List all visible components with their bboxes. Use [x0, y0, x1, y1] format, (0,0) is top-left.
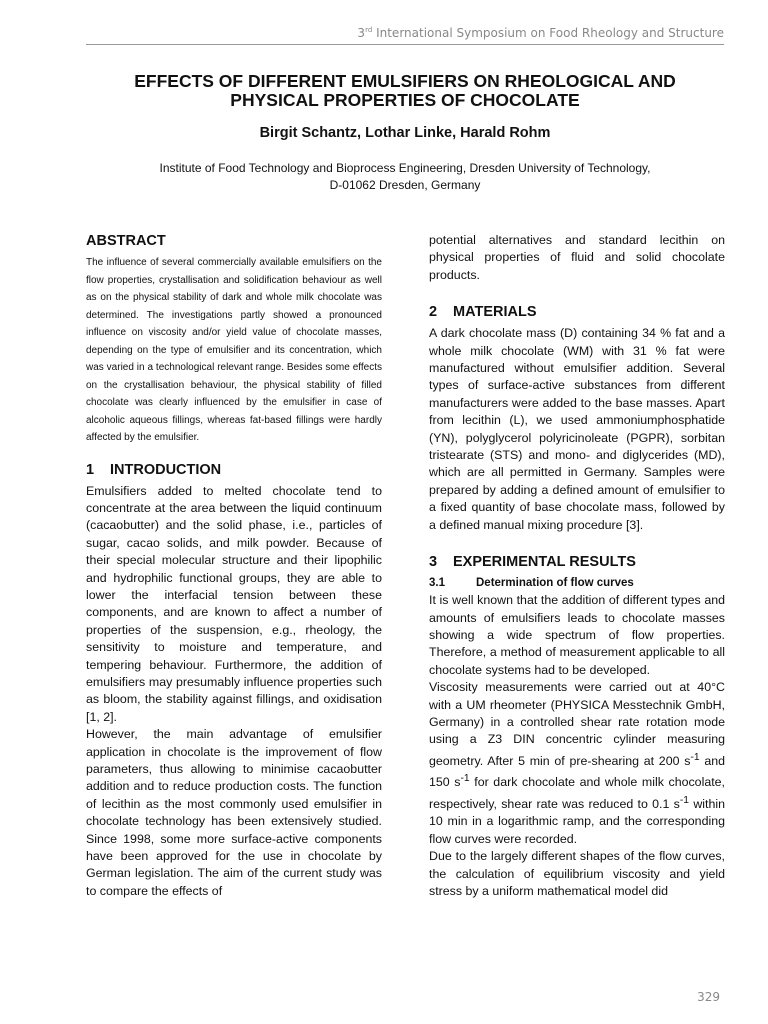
affiliation — [86, 160, 724, 194]
page-number: 329 — [697, 990, 720, 1004]
results-heading — [429, 553, 725, 571]
affiliation-line-1: Institute of Food Technology and Bioprocess Engineering, Dresden University of Technology, — [159, 161, 651, 175]
results-p2-part-b: and 150 s — [429, 753, 725, 790]
results-p2-sup-2: -1 — [460, 773, 470, 785]
introduction-title: INTRODUCTION — [110, 461, 222, 478]
introduction-continued: potential alternatives and standard lecithin on physical properties of fluid and solid chocolate products. — [429, 233, 725, 282]
materials-text: A dark chocolate mass (D) containing 34 % fat and a whole milk chocolate (WM) with 31 % fat were manufactured without emulsifier addition. Several types of surface-active substances from different manufacturers were added to the base masses. Apart from lecithin (L), we used ammoniumphosphatide (YN), polyglycerol polyricinoleate (PGPR), sorbitan tristearate (STS) and mono- and diglycerides (MD), which are all permitted in Germany. Samples were prepared by adding a defined amount of emulsifier to a fixed quantity of base chocolate mass, followed by a defined manual mixing procedure [3]. — [429, 326, 725, 532]
results-p2-sup-1: -1 — [690, 751, 700, 763]
results-p2-part-c: for dark chocolate and whole milk chocolate, respectively, shear rate was reduced to 0.1 s — [429, 775, 725, 811]
affiliation-line-2: D-01062 Dresden, Germany — [329, 178, 481, 192]
title-line-2: PHYSICAL PROPERTIES OF CHOCOLATE — [230, 90, 580, 110]
header-text: International Symposium on Food Rheology and Structure — [372, 26, 724, 40]
results-paragraph-1: It is well known that the addition of different types and amounts of emulsifiers leads to chocolate masses showing a wide spectrum of flow properties. Therefore, a method of measurement applicable to all chocolate systems had to be developed. — [429, 593, 725, 677]
flow-curves-title: Determination of flow curves — [476, 577, 634, 590]
results-p2-part-a: Viscosity measurements were carried out at 40°C with a UM rheometer (PHYSICA Messtechnik GmbH, Germany) in a controlled shear rate rotation mode using a Z3 DIN concentric cylinder measuring geometry. After 5 min of pre-shearing at 200 s — [429, 680, 725, 768]
results-paragraph-2 — [429, 679, 725, 848]
header-ordinal: 3 — [357, 26, 366, 40]
title-line-1: EFFECTS OF DIFFERENT EMULSIFIERS ON RHEOLOGICAL AND — [134, 71, 676, 91]
flow-curves-number: 3.1 — [429, 577, 445, 590]
introduction-number: 1 — [86, 461, 95, 478]
results-p2-sup-3: -1 — [679, 794, 690, 806]
authors: Birgit Schantz, Lothar Linke, Harald Rohm — [259, 125, 551, 141]
results-title: EXPERIMENTAL RESULTS — [453, 554, 636, 571]
header-ordinal-suffix: rd — [365, 26, 373, 34]
introduction-paragraph-2: However, the main advantage of emulsifier application in chocolate is the improvement of flow parameters, thus allowing to minimise cacaobutter addition and to reduce production costs. The function of lecithin as the most commonly used emulsifier in chocolate technology has been extensively studied. Since 1998, some more surface-active components have been approved for the use in chocolate by German legislation. The aim of the current study was to compare the effects of — [86, 727, 382, 898]
results-number: 3 — [429, 554, 438, 571]
right-column — [429, 232, 725, 900]
materials-title: MATERIALS — [453, 304, 537, 321]
flow-curves-subheading — [429, 575, 725, 592]
introduction-heading — [86, 461, 382, 479]
running-header — [86, 26, 724, 45]
paper-title — [86, 72, 724, 110]
materials-number: 2 — [429, 304, 438, 321]
abstract-heading: ABSTRACT — [86, 233, 166, 249]
left-column — [86, 232, 382, 900]
abstract-text: The influence of several commercially available emulsifiers on the flow properties, crystallisation and solidification behaviour as well as on the physical stability of dark and whole milk chocolate was determined. The investigations partly showed a pronounced influence on viscosity and/or yield value of chocolate masses, depending on the type of emulsifier and its concentration, which was varied in a technological relevant range. Besides some effects on the crystallisation behaviour, the physical stability of filled chocolate was clearly influenced by the emulsifier in case of alcoholic aqueous fillings, whereas fat-based fillings were hardly affected by the emulsifier. — [86, 257, 382, 443]
introduction-paragraph-1: Emulsifiers added to melted chocolate tend to concentrate at the area between the liquid continuum (cacaobutter) and the solid phase, i.e., particles of sugar, cacao solids, and milk powder. Because of their special molecular structure and their lipophilic and hydrophilic functional groups, they are able to lower the interfacial tension between these components, and are known to affect a number of properties of the suspension, e.g., rheology, the sensitivity to moisture and temperature, and tempering behaviour. Furthermore, the addition of emulsifiers may presumably influence properties such as bloom, the stability against fillings, and oxidisation [1, 2]. — [86, 483, 382, 724]
results-p2-part-d: within 10 min in a logarithmic ramp, and the corresponding flow curves were recorded. — [429, 796, 725, 846]
results-paragraph-3: Due to the largely different shapes of the flow curves, the calculation of equilibrium viscosity and yield stress by a uniform mathematical model did — [429, 849, 725, 898]
materials-heading — [429, 303, 725, 321]
